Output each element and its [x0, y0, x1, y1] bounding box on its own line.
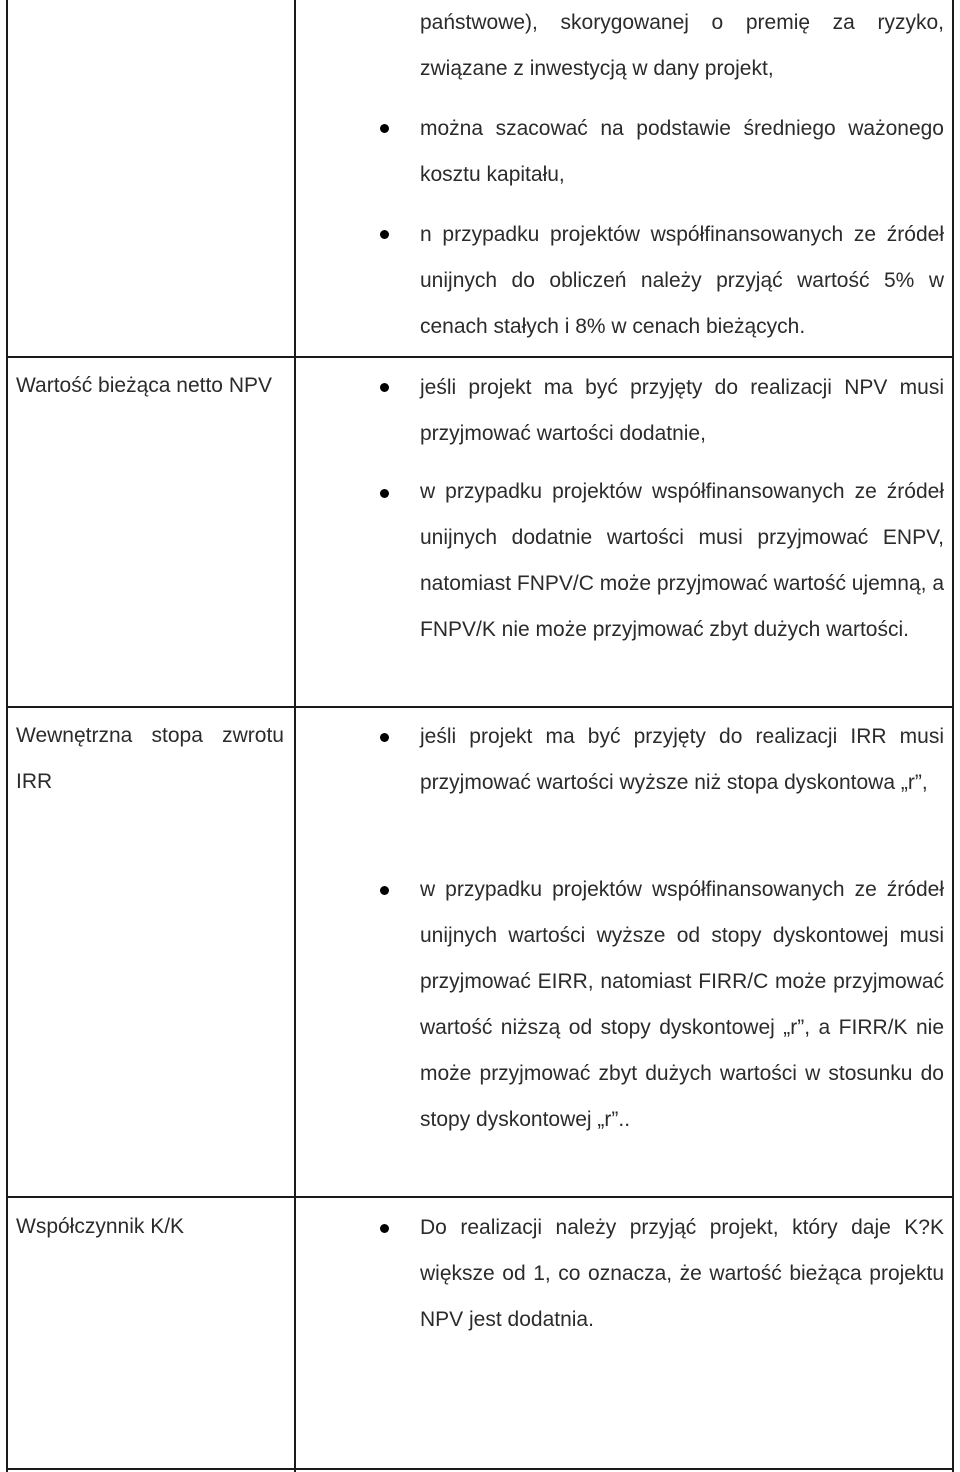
- list-item-text: w przypadku projektów współfinansowanych ze źródeł unijnych dodatnie wartości musi przyjmować ENPV, natomiast FNPV/C może przyjmować wartość ujemną, a FNPV/K nie może przyjmować zbyt dużych wartości.: [420, 480, 945, 641]
- list-item-text: jeśli projekt ma być przyjęty do realizacji IRR musi przyjmować wartości wyższe niż stopa dyskontowa „r”,: [420, 725, 944, 794]
- row-divider-2: [6, 706, 954, 708]
- list-item-text: Do realizacji należy przyjąć projekt, który daje K?K większe od 1, co oznacza, że wartość bieżąca projektu NPV jest dodatnia.: [420, 1216, 944, 1331]
- table-border-left: [6, 0, 8, 1472]
- row-label-kk: Współczynnik K/K: [16, 1215, 185, 1238]
- list-item-text: jeśli projekt ma być przyjęty do realizacji NPV musi przyjmować wartości dodatnie,: [420, 376, 944, 445]
- row-label-irr: Wewnętrzna stopa zwrotu IRR: [16, 724, 284, 793]
- bullet-icon: [380, 886, 389, 895]
- column-divider: [294, 0, 296, 1472]
- list-item-text: n przypadku projektów współfinansowanych ze źródeł unijnych do obliczeń należy przyjąć wartość 5% w cenach stałych i 8% w cenach bieżących.: [420, 223, 944, 338]
- bullet-icon: [380, 230, 389, 239]
- bullet-icon: [380, 733, 389, 742]
- bullet-icon: [380, 124, 389, 133]
- row-label-npv: Wartość bieżąca netto NPV: [16, 374, 272, 397]
- list-item-text: w przypadku projektów współfinansowanych ze źródeł unijnych wartości wyższe od stopy dyskontowej musi przyjmować EIRR, natomiast FIRR/C może przyjmować wartość niższą od stopy dyskontowej „r”, a FIRR/K nie może przyjmować zbyt dużych wartości w stosunku do stopy dyskontowej „r”..: [420, 878, 944, 1131]
- row-divider-3: [6, 1196, 954, 1198]
- bullet-icon: [380, 489, 389, 498]
- list-item-text: państwowe), skorygowanej o premię za ryzyko, związane z inwestycją w dany projekt,: [420, 11, 944, 80]
- list-item-text: można szacować na podstawie średniego ważonego kosztu kapitału,: [420, 117, 944, 186]
- table-border-bottom: [6, 1468, 954, 1470]
- table-border-right: [952, 0, 954, 1472]
- bullet-icon: [380, 1224, 389, 1233]
- bullet-icon: [380, 383, 389, 392]
- row-divider-1: [6, 356, 954, 358]
